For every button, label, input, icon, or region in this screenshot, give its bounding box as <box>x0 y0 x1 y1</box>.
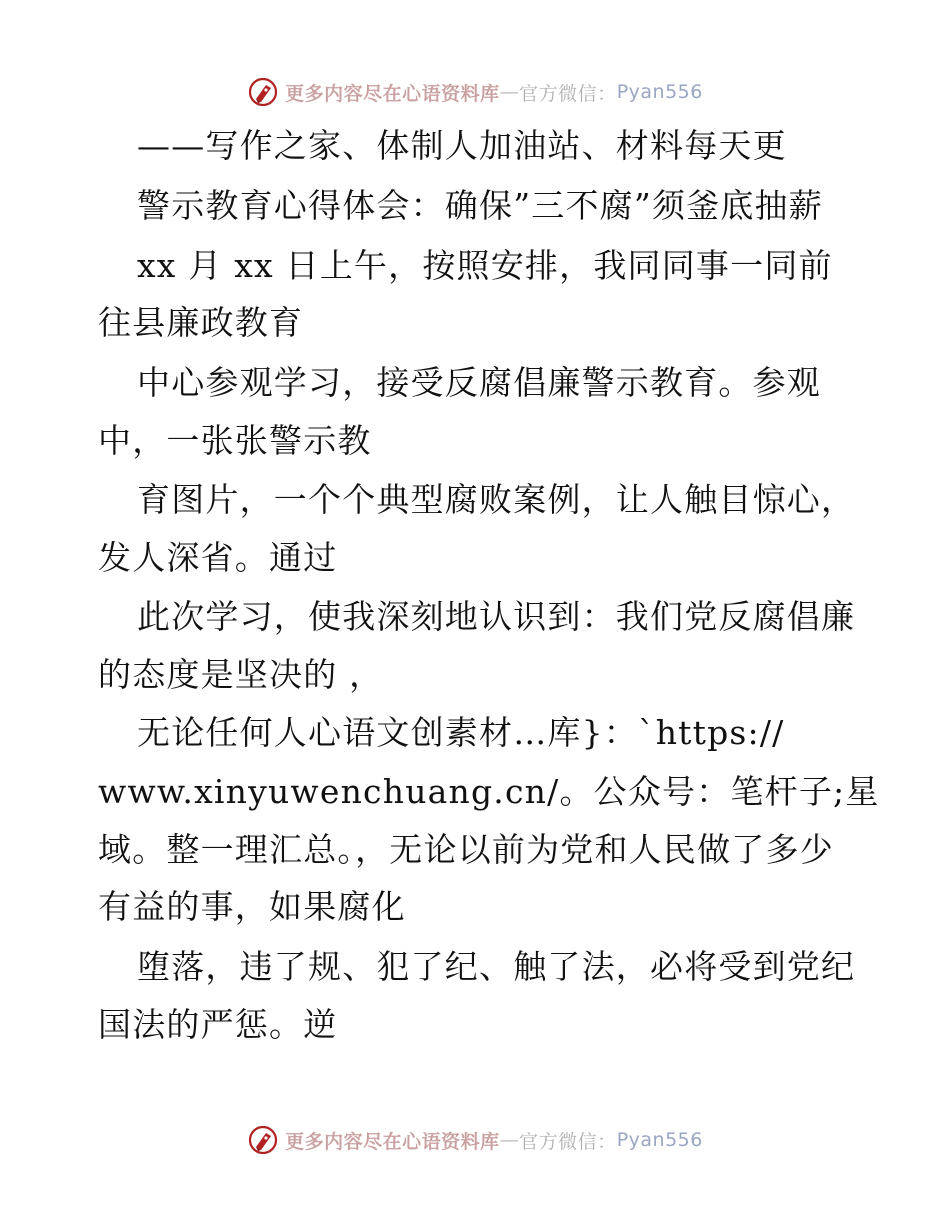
body-line: xx 月 xx 日上午，按照安排，我同同事一同前 <box>137 246 833 285</box>
body-line: 堕落，违了规、犯了纪、触了法，必将受到党纪 <box>137 947 856 986</box>
body-line: 国法的严惩。逆 <box>98 1005 338 1044</box>
watermark-main-text: 更多内容尽在心语资料库 <box>285 82 500 105</box>
pen-nib-seal-icon <box>247 1124 279 1156</box>
body-line: 育图片，一个个典型腐败案例，让人触目惊心， <box>137 480 856 519</box>
body-line: 中心参观学习，接受反腐倡廉警示教育。参观 <box>137 363 821 402</box>
body-line: www.xinyuwenchuang.cn/。公众号：笔杆子;星 <box>98 772 880 811</box>
body-line: 中，一张张警示教 <box>98 421 372 460</box>
body-line: 域。整一理汇总。，无论以前为党和人民做了多少 <box>98 830 834 869</box>
watermark-separator: — <box>499 81 520 103</box>
document-title: 警示教育心得体会：确保”三不腐”须釜底抽薪 <box>137 186 823 225</box>
body-line: 往县廉政教育 <box>98 303 304 342</box>
body-line: 有益的事，如果腐化 <box>98 887 406 926</box>
body-line: 此次学习，使我深刻地认识到：我们党反腐倡廉 <box>137 597 856 636</box>
watermark-separator: — <box>499 1129 520 1151</box>
watermark-main-text: 更多内容尽在心语资料库 <box>285 1130 500 1153</box>
body-line: 的态度是坚决的 ， <box>98 655 384 694</box>
body-line: ——写作之家、体制人加油站、材料每天更 <box>137 126 787 165</box>
body-line: 发人深省。通过 <box>98 538 338 577</box>
footer-watermark <box>0 1120 950 1160</box>
watermark-id: Pyan556 <box>616 81 703 103</box>
watermark-id: Pyan556 <box>616 1129 703 1151</box>
watermark-label: 官方微信： <box>519 82 617 105</box>
body-line: 无论任何人心语文创素材…库}：`https:// <box>137 713 785 752</box>
watermark-label: 官方微信： <box>519 1130 617 1153</box>
